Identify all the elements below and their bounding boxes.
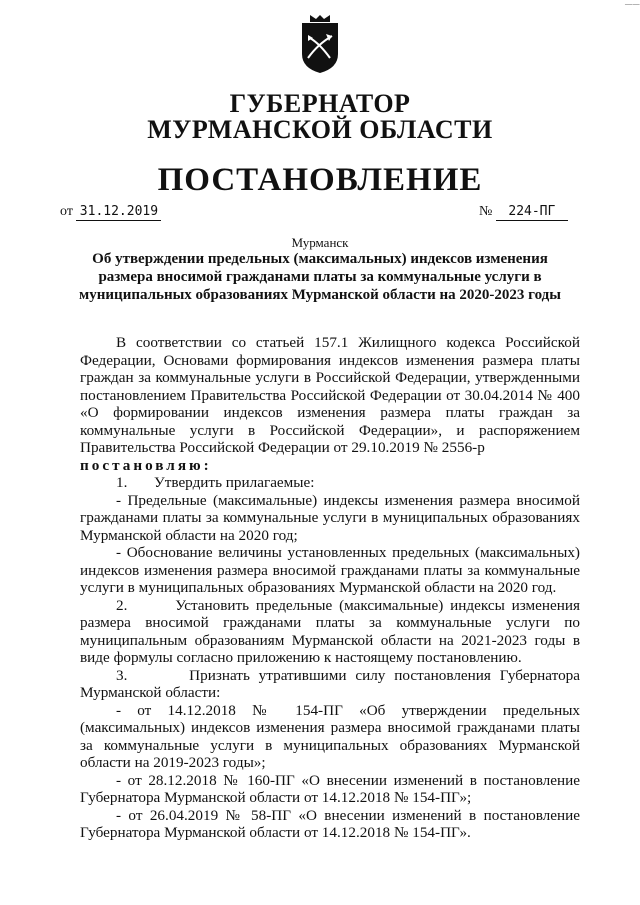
paragraph-1b: - Обоснование величины установленных предельных (максимальных) индексов изменения размера вносимой гражданами платы за коммунальные услуги в муниципальных образованиях Мурманской области на 2020 год.: [80, 544, 580, 596]
paragraph-3c: - от 26.04.2019 № 58-ПГ «О внесении изменений в постановление Губернатора Мурманской области от 14.12.2018 № 154-ПГ».: [80, 806, 580, 841]
paragraph-3b: - от 28.12.2018 № 160-ПГ «О внесении изменений в постановление Губернатора Мурманской области от 14.12.2018 № 154-ПГ»;: [80, 771, 580, 806]
intro-paragraph: В соответствии со статьей 157.1 Жилищного кодекса Российской Федерации, Основами формирования индексов изменения размера платы граждан за коммунальные услуги в Российской Федерации, утвержденными постановлением Правительства Российской Федерации от 30.04.2014 № 400 «О формировании индексов изменения размера платы граждан за коммунальные услуги в Российской Федерации», и распоряжением Правительства Российской Федерации от 29.10.2019 № 2556-р: [80, 334, 580, 456]
corner-mark: ——: [625, 0, 640, 8]
date-value: 31.12.2019: [76, 204, 161, 221]
paragraph-2: 2. Установить предельные (максимальные) индексы изменения размера вносимой гражданами платы за коммунальные услуги по муниципальным образованиям Мурманской области на 2021-2023 годы в виде формулы согласно приложению к настоящему постановлению.: [80, 596, 580, 666]
coat-of-arms-icon: [298, 14, 342, 74]
number-prefix: №: [479, 204, 493, 219]
paragraph-1a: - Предельные (максимальные) индексы изменения размера вносимой гражданами платы за коммунальные услуги в муниципальных образованиях Мурманской области на 2020 год;: [80, 491, 580, 544]
document-number: [479, 204, 568, 221]
region-title: МУРМАНСКОЙ ОБЛАСТИ: [147, 115, 493, 144]
city: Мурманск: [291, 235, 349, 250]
document-date: [60, 204, 161, 221]
document-title: Об утверждении предельных (максимальных) индексов изменения размера вносимой гражданами платы за коммунальные услуги в муниципальных образованиях Мурманской области на 2020-2023 годы: [79, 251, 561, 303]
authority-title: ГУБЕРНАТОР: [229, 89, 411, 118]
date-prefix: от: [60, 204, 73, 219]
paragraph-3: 3. Признать утратившими силу постановления Губернатора Мурманской области:: [80, 666, 580, 701]
document-body: [80, 334, 580, 842]
paragraph-1: 1. Утвердить прилагаемые:: [116, 474, 315, 491]
number-value: 224-ПГ: [496, 204, 568, 221]
document-type: ПОСТАНОВЛЕНИЕ: [157, 162, 483, 198]
decree-word: постановляю:: [80, 456, 212, 474]
paragraph-3a: - от 14.12.2018 № 154-ПГ «Об утверждении предельных (максимальных) индексов изменения размера вносимой гражданами платы за коммунальные услуги в муниципальных образованиях Мурманской области на 2019-2023 годы»;: [80, 701, 580, 771]
